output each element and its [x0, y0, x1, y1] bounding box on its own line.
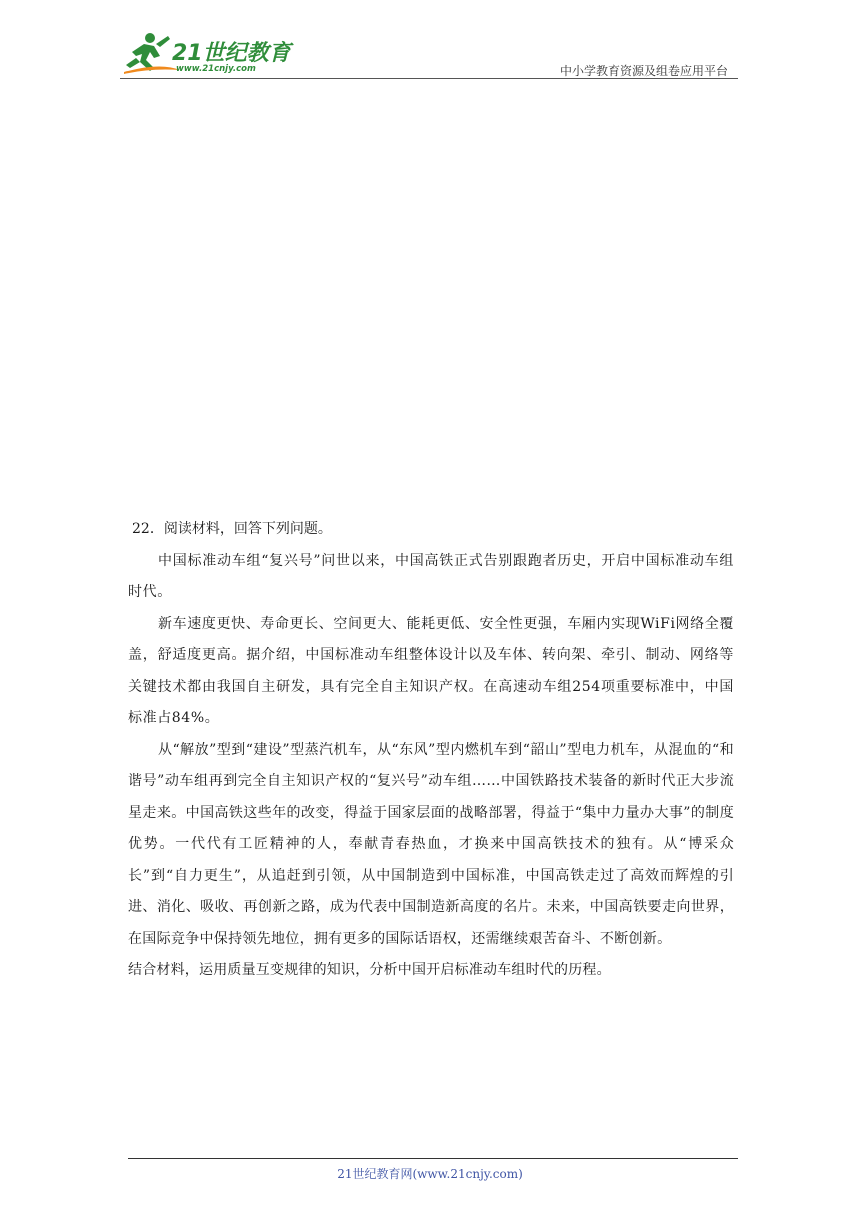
page-header	[120, 30, 740, 80]
material-paragraph: 从“解放”型到“建设”型蒸汽机车，从“东风”型内燃机车到“韶山”型电力机车，从混血的“和谐号”动车组再到完全自主知识产权的“复兴号”动车组……中国铁路技术装备的新时代正大步流星走来。中国高铁这些年的改变，得益于国家层面的战略部署，得益于“集中力量办大事”的制度优势。一代代有工匠精神的人，奉献青春热血，才换来中国高铁技术的独有。从“博采众长”到“自力更生”，从追赶到引领，从中国制造到中国标准，中国高铁走过了高效而辉煌的引进、消化、吸收、再创新之路，成为代表中国制造新高度的名片。未来，中国高铁要走向世界，在国际竞争中保持领先地位，拥有更多的国际话语权，还需继续艰苦奋斗、不断创新。	[128, 741, 734, 947]
logo	[120, 30, 295, 76]
question-prompt: 结合材料，运用质量互变规律的知识，分析中国开启标准动车组时代的历程。	[128, 962, 611, 978]
logo-text: 21世纪教育	[172, 41, 291, 66]
footer-divider	[128, 1158, 738, 1159]
material-paragraph: 新车速度更快、寿命更长、空间更大、能耗更低、安全性更强，车厢内实现WiFi网络全覆盖，舒适度更高。据介绍，中国标准动车组整体设计以及车体、转向架、牵引、制动、网络等关键技术都由我国自主研发，具有完全自主知识产权。在高速动车组254项重要标准中，中国标准占84%。	[128, 615, 734, 726]
material-paragraph: 中国标准动车组“复兴号”问世以来，中国高铁正式告别跟跑者历史，开启中国标准动车组时代。	[128, 552, 734, 600]
header-divider	[120, 78, 738, 79]
question-block	[128, 514, 734, 987]
question-title: 22．阅读材料，回答下列问题。	[132, 521, 332, 537]
footer-text: 21世纪教育网(www.21cnjy.com)	[337, 1167, 523, 1181]
logo-url: www.21cnjy.com	[176, 64, 256, 74]
platform-name: 中小学教育资源及组卷应用平台	[559, 64, 728, 78]
